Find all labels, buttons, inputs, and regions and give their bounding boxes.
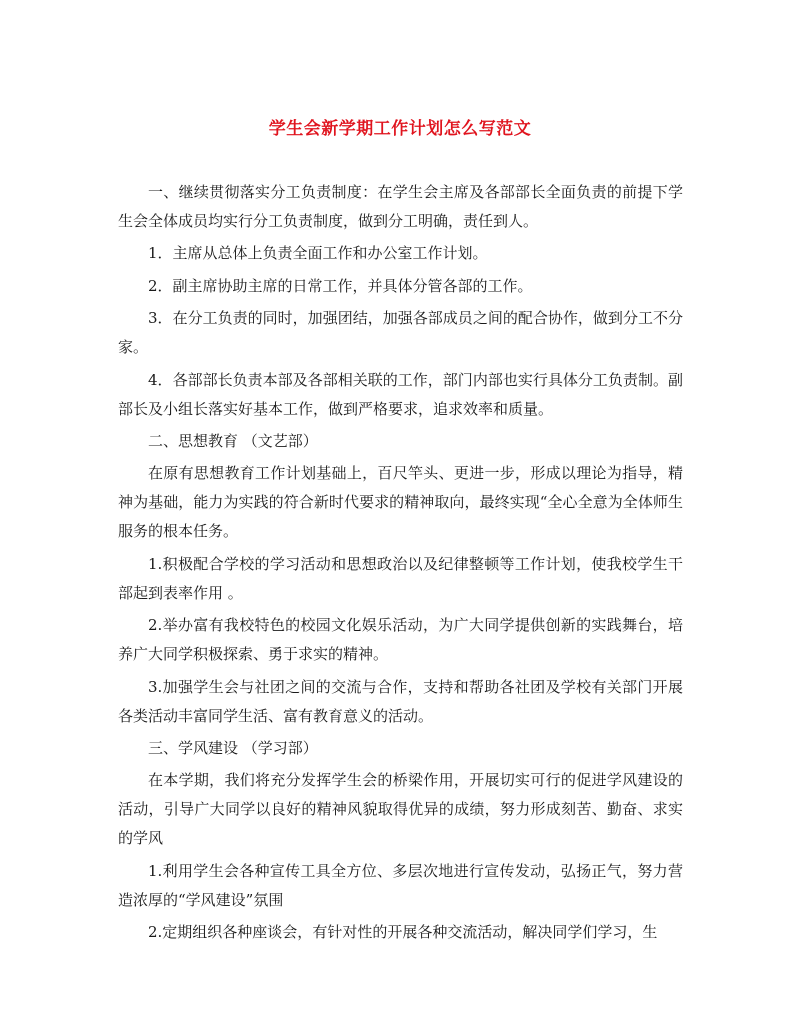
paragraph: 在本学期，我们将充分发挥学生会的桥梁作用，开展切实可行的促进学风建设的活动，引导广大同学以良好的精神风貌取得优异的成绩，努力形成刻苦、勤奋、求实的学风: [118, 771, 683, 848]
document-title: 学生会新学期工作计划怎么写范文: [268, 119, 532, 139]
paragraph: 4．各部部长负责本部及各部相关联的工作，部门内部也实行具体分工负责制。副部长及小组长落实好基本工作，做到严格要求，追求效率和质量。: [118, 370, 683, 418]
section-heading: 二、思想教育 （文艺部）: [148, 431, 318, 450]
paragraph: 3．在分工负责的同时，加强团结，加强各部成员之间的配合协作，做到分工不分家。: [118, 309, 683, 357]
section-heading: 三、学风建设 （学习部）: [148, 738, 318, 757]
paragraph: 3.加强学生会与社团之间的交流与合作，支持和帮助各社团及学校有关部门开展各类活动丰富同学生活、富有教育意义的活动。: [118, 677, 683, 725]
paragraph: 2．副主席协助主席的日常工作，并具体分管各部的工作。: [148, 276, 533, 295]
paragraph: 1.利用学生会各种宣传工具全方位、多层次地进行宣传发动，弘扬正气，努力营造浓厚的“学风建设”氛围: [118, 861, 683, 909]
document-body: [118, 178, 683, 950]
paragraph: 一、继续贯彻落实分工负责制度：在学生会主席及各部部长全面负责的前提下学生会全体成员均实行分工负责制度，做到分工明确，责任到人。: [118, 183, 683, 230]
paragraph: 2.定期组织各种座谈会，有针对性的开展各种交流活动，解决同学们学习，生: [148, 923, 658, 942]
paragraph: 1．主席从总体上负责全面工作和办公室工作计划。: [148, 244, 488, 263]
paragraph: 2.举办富有我校特色的校园文化娱乐活动，为广大同学提供创新的实践舞台，培养广大同学积极探索、勇于求实的精神。: [118, 616, 683, 664]
paragraph: 1.积极配合学校的学习活动和思想政治以及纪律整顿等工作计划，使我校学生干部起到表率作用 。: [118, 554, 683, 602]
paragraph: 在原有思想教育工作计划基础上，百尺竿头、更进一步，形成以理论为指导，精神为基础，能力为实践的符合新时代要求的精神取向，最终实现“全心全意为全体师生服务的根本任务。: [118, 464, 683, 541]
